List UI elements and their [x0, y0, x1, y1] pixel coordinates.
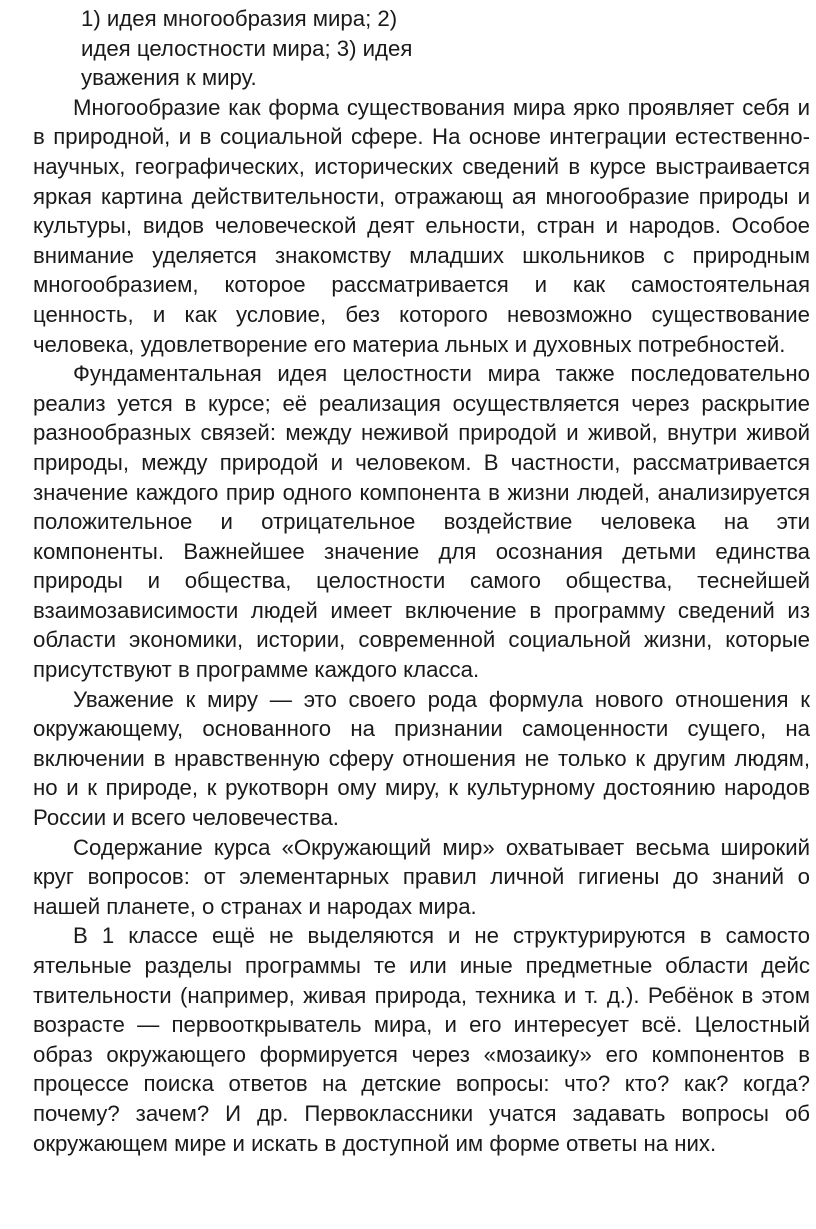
ideas-list-fragment: 1) идея многообразия мира; 2) идея целостности мира; 3) идея уважения к миру.: [81, 6, 413, 91]
paragraph-course-content: Содержание курса «Окружающий мир» охватывает весьма широкий круг вопросов: от элементарных правил личной гигиены до знаний о нашей планете, о странах и народах мира.: [33, 834, 810, 919]
paragraph-first-grade: В 1 классе ещё не выделяются и не структурируются в самосто ятельные разделы программы те или иные предметные области дейс твительности (например, живая природа, техника и т. д.). Ребёнок в этом возрасте — первооткрыватель мира, и его интересует всё. Целостный образ окружающего формируется через «мозаику» его компонентов в процессе поиска ответов на детские вопросы: что? кто? как? когда? почему? зачем? И др. Первоклассники учатся задавать вопросы об окружающем мире и искать в доступной им форме ответы на них.: [33, 923, 810, 1156]
document-page: [33, 0, 810, 1158]
paragraph-integrity: Фундаментальная идея целостности мира также последовательно реализ уется в курсе; её реализация осуществляется через раскрытие разнообразных связей: между неживой природой и живой, внутри живой природы, между природой и человеком. В частности, рассматривается значение каждого прир одного компонента в жизни людей, анализируется положительное и отрицательное воздействие человека на эти компоненты. Важнейшее значение для осознания детьми единства природы и общества, целостности самого общества, теснейшей взаимозависимости людей имеет включение в программу сведений из области экономики, истории, современной социальной жизни, которые присутствуют в программе каждого класса.: [33, 361, 810, 683]
paragraph-diversity: Многообразие как форма существования мира ярко проявляет себя и в природной, и в социальной сфере. На основе интеграции естественно-научных, географических, исторических сведений в курсе выстраивается яркая картина действительности, отражающ ая многообразие природы и культуры, видов человеческой деят ельности, стран и народов. Особое внимание уделяется знакомству младших школьников с природным многообразием, которое рассматривается и как самостоятельная ценность, и как условие, без которого невозможно существование человека, удовлетворение его материа льных и духовных потребностей.: [33, 94, 810, 357]
paragraph-respect: Уважение к миру — это своего рода формула нового отношения к окружающему, основанного на признании самоценности сущего, на включении в нравственную сферу отношения не только к другим людям, но и к природе, к рукотворн ому миру, к культурному достоянию народов России и всего человечества.: [33, 686, 810, 831]
